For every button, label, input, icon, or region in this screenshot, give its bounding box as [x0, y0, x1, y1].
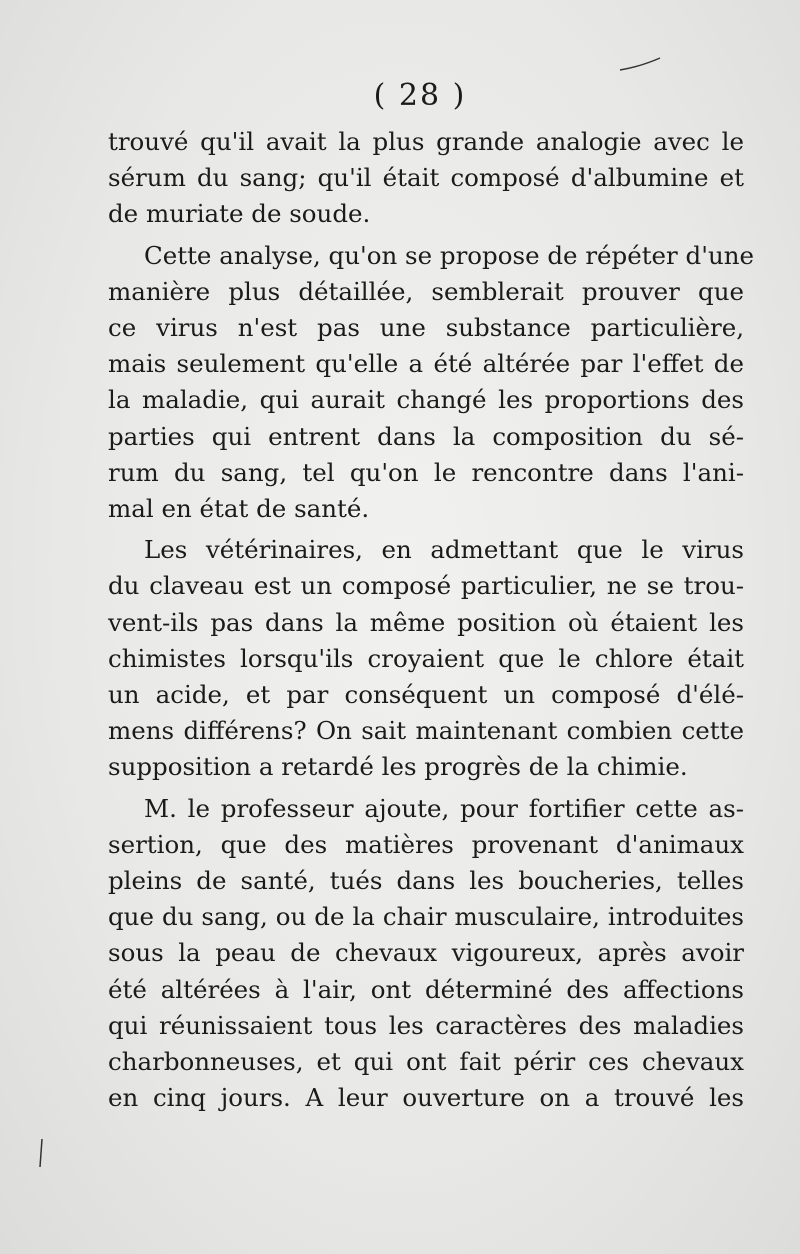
text-line: trouvé qu'il avait la plus grande analogie avec le — [108, 127, 744, 156]
text-line: Les vétérinaires, en admettant que le virus — [144, 535, 744, 565]
text-line: du claveau est un composé particulier, ne se trou- — [108, 571, 744, 601]
text-line: manière plus détaillée, semblerait prouver que — [108, 276, 744, 306]
text-line: ce virus n'est pas une substance particulière, — [108, 313, 744, 343]
text-line: qui réunissaient tous les caractères des maladies — [108, 1010, 744, 1040]
text-line: rum du sang, tel qu'on le rencontre dans l'ani- — [108, 457, 744, 487]
text-line: M. le professeur ajoute, pour fortifier cette as- — [144, 793, 744, 823]
text-line: sertion, que des matières provenant d'animaux — [108, 829, 744, 859]
text-line: mais seulement qu'elle a été altérée par l'effet de — [108, 349, 744, 379]
margin-mark-icon — [38, 1138, 44, 1168]
text-line: Cette analyse, qu'on se propose de répéter d'une — [144, 240, 755, 270]
body-text — [108, 124, 755, 1121]
text-line: charbonneuses, et qui ont fait périr ces chevaux — [108, 1047, 744, 1077]
paragraph-3 — [108, 532, 744, 785]
text-line: chimistes lorsqu'ils croyaient que le chlore était — [108, 643, 744, 673]
text-line: mal en état de santé. — [108, 494, 370, 524]
text-line: pleins de santé, tués dans les boucheries, telles — [108, 866, 744, 896]
text-line: que du sang, ou de la chair musculaire, introduites — [108, 902, 744, 932]
text-line: supposition a retardé les progrès de la chimie. — [108, 752, 688, 782]
text-line: sous la peau de chevaux vigoureux, après avoir — [108, 938, 744, 968]
text-line: en cinq jours. A leur ouverture on a trouvé les — [108, 1083, 744, 1113]
text-line: un acide, et par conséquent un composé d'élé- — [108, 680, 744, 710]
page-number: ( 28 ) — [373, 78, 467, 113]
text-line: mens différens? On sait maintenant combien cette — [108, 716, 744, 746]
text-line: sérum du sang; qu'il était composé d'albumine et — [108, 163, 744, 193]
text-line: la maladie, qui aurait changé les proportions des — [108, 385, 744, 415]
text-line: parties qui entrent dans la composition du sé- — [108, 421, 744, 451]
text-line: de muriate de soude. — [108, 199, 371, 229]
paragraph-1 — [108, 124, 744, 233]
paragraph-2 — [108, 238, 755, 528]
paragraph-4 — [108, 791, 744, 1117]
text-line: vent-ils pas dans la même position où étaient les — [108, 607, 744, 637]
text-line: été altérées à l'air, ont déterminé des affections — [108, 974, 744, 1004]
pen-mark-icon — [618, 56, 662, 72]
